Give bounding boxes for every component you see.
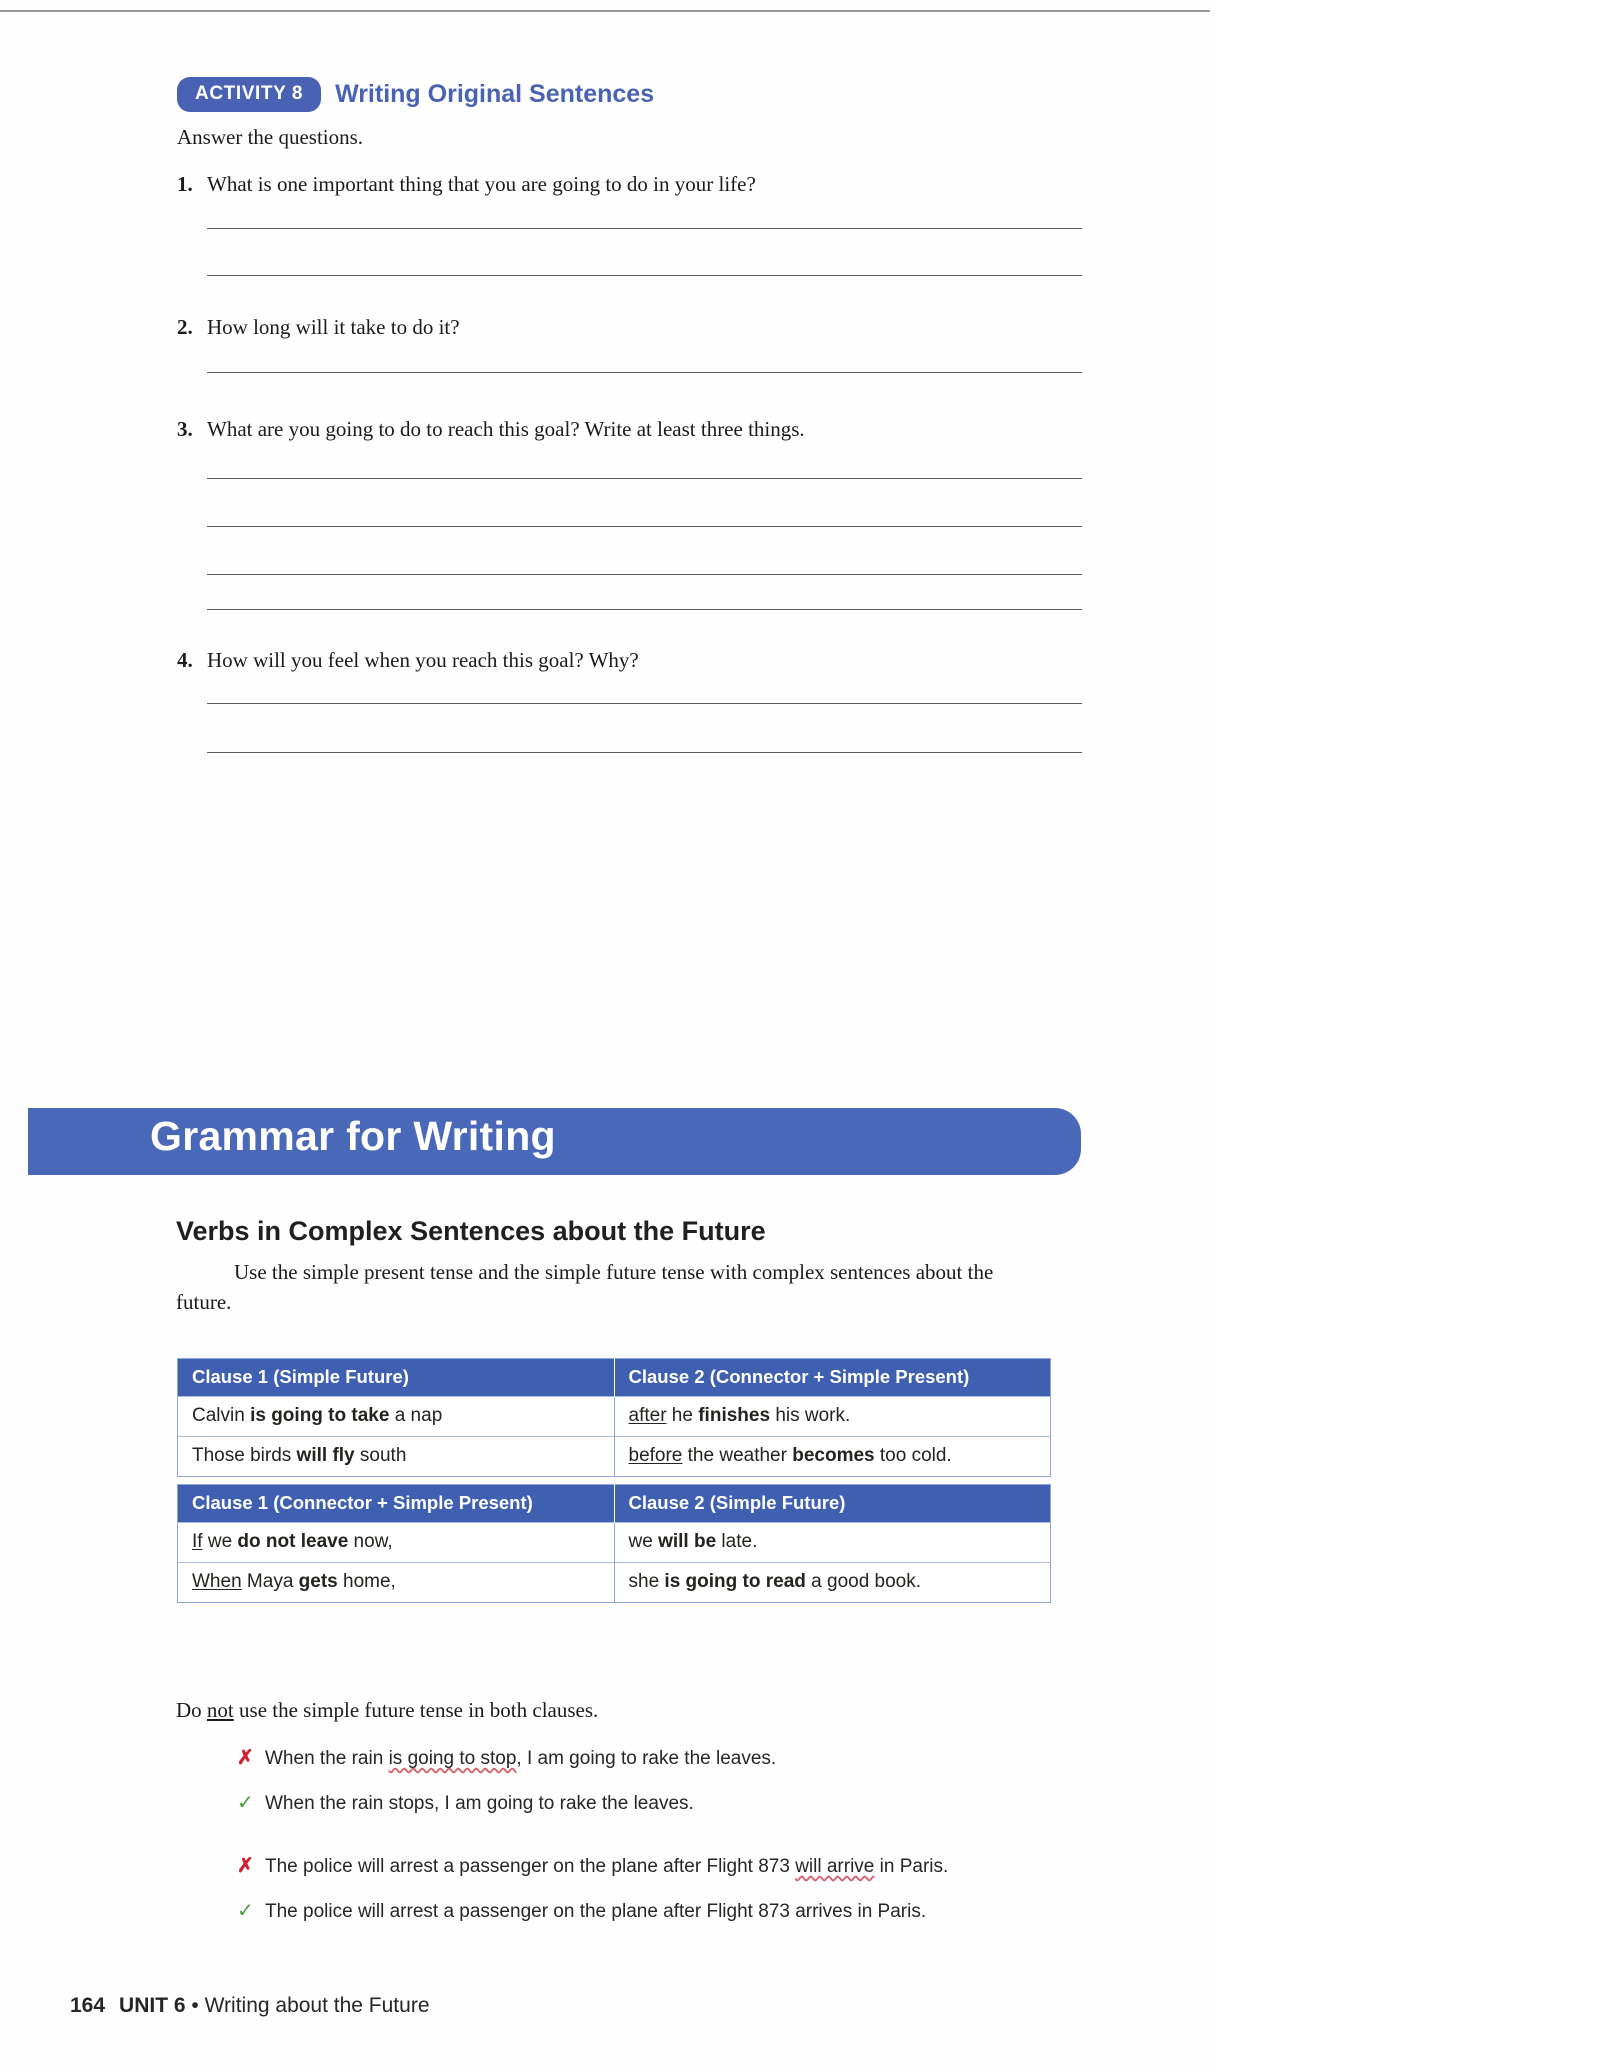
question-number: 4. xyxy=(177,648,193,672)
example-sentence-text xyxy=(265,1748,1087,1770)
footer-unit-title: Writing about the Future xyxy=(204,1994,430,2017)
text-run: his work. xyxy=(770,1405,851,1426)
top-rule xyxy=(0,10,1210,12)
question-item xyxy=(177,172,1087,197)
table-cell xyxy=(178,1563,615,1603)
example-sentence-text xyxy=(265,1856,1087,1878)
activity-badge: ACTIVITY 8 xyxy=(177,77,321,112)
example-sentence-row xyxy=(237,1790,1087,1815)
text-run: now, xyxy=(348,1531,393,1552)
emphasized-verb: is going to read xyxy=(664,1571,806,1592)
connector-word: When xyxy=(192,1571,242,1592)
emphasized-verb: becomes xyxy=(792,1445,875,1466)
page-footer xyxy=(70,1994,430,2018)
activity-instruction: Answer the questions. xyxy=(177,125,364,149)
table-cell xyxy=(614,1397,1051,1437)
text-run: south xyxy=(354,1445,407,1466)
answer-write-line[interactable] xyxy=(207,609,1082,610)
table-cell xyxy=(614,1563,1051,1603)
text-run: in Paris. xyxy=(874,1856,949,1877)
do-not-rule xyxy=(176,1698,598,1723)
example-sentence-text xyxy=(265,1901,1087,1923)
table-row xyxy=(178,1523,1051,1563)
question-text: What is one important thing that you are going to do in your life? xyxy=(207,172,756,196)
question-text: What are you going to do to reach this goal? Write at least three things. xyxy=(207,417,805,441)
table-row xyxy=(178,1397,1051,1437)
error-marked-phrase: will arrive xyxy=(795,1856,875,1877)
question-text: How long will it take to do it? xyxy=(207,315,460,339)
emphasized-verb: will fly xyxy=(296,1445,355,1466)
table-cell xyxy=(178,1397,615,1437)
question-item xyxy=(177,417,1087,442)
example-sentence-text xyxy=(265,1793,1087,1815)
text-run: The police will arrest a passenger on the plane after Flight 873 xyxy=(265,1856,796,1877)
text-run: she xyxy=(628,1571,665,1592)
question-number: 1. xyxy=(177,172,193,196)
question-item xyxy=(177,648,1087,673)
connector-word: before xyxy=(628,1445,683,1466)
connector-word: If xyxy=(192,1531,203,1552)
clause-table-2 xyxy=(177,1484,1051,1603)
text-run: When the rain stops, I am going to rake the leaves. xyxy=(265,1793,694,1814)
text-run: the weather xyxy=(682,1445,793,1466)
incorrect-x-icon: ✗ xyxy=(237,1855,254,1877)
clause-table-1 xyxy=(177,1358,1051,1477)
connector-word: after xyxy=(628,1405,667,1426)
text-run: Those birds xyxy=(192,1445,297,1466)
answer-write-line[interactable] xyxy=(207,526,1082,527)
example-sentence-row xyxy=(237,1853,1087,1878)
text-run: a nap xyxy=(389,1405,443,1426)
emphasized-verb: do not leave xyxy=(237,1531,349,1552)
incorrect-x-icon: ✗ xyxy=(237,1747,254,1769)
footer-page-number: 164 xyxy=(70,1994,106,2017)
error-marked-phrase: is going to stop xyxy=(388,1748,517,1769)
emphasized-verb: is going to take xyxy=(250,1405,390,1426)
table-column-header: Clause 2 (Simple Future) xyxy=(614,1485,1051,1523)
emphasized-verb: gets xyxy=(298,1571,338,1592)
text-run: he xyxy=(666,1405,699,1426)
example-sentence-row xyxy=(237,1898,1087,1923)
question-number: 3. xyxy=(177,417,193,441)
question-number: 2. xyxy=(177,315,193,339)
text-run: too cold. xyxy=(874,1445,952,1466)
example-sentences-list xyxy=(237,1745,1087,1923)
text-run: home, xyxy=(337,1571,396,1592)
emphasized-verb: will be xyxy=(658,1531,717,1552)
table-cell xyxy=(614,1523,1051,1563)
table-row xyxy=(178,1563,1051,1603)
text-run: a good book. xyxy=(805,1571,922,1592)
activity-header xyxy=(177,77,654,112)
table-header-row xyxy=(178,1359,1051,1397)
activity-title: Writing Original Sentences xyxy=(335,80,655,108)
emphasized-verb: finishes xyxy=(698,1405,771,1426)
text-run: we xyxy=(202,1531,238,1552)
text-run: we xyxy=(628,1531,659,1552)
table-cell xyxy=(178,1437,615,1477)
answer-write-line[interactable] xyxy=(207,228,1082,229)
text-run: Maya xyxy=(241,1571,299,1592)
correct-check-icon: ✓ xyxy=(237,1900,254,1922)
table-cell xyxy=(614,1437,1051,1477)
do-not-rule-pre: Do xyxy=(176,1698,207,1722)
grammar-banner-title: Grammar for Writing xyxy=(150,1113,556,1159)
text-run: late. xyxy=(716,1531,758,1552)
text-run: Calvin xyxy=(192,1405,251,1426)
table-column-header: Clause 2 (Connector + Simple Present) xyxy=(614,1359,1051,1397)
table-cell xyxy=(178,1523,615,1563)
answer-write-line[interactable] xyxy=(207,703,1082,704)
correct-check-icon: ✓ xyxy=(237,1792,254,1814)
answer-write-line[interactable] xyxy=(207,478,1082,479)
answer-write-line[interactable] xyxy=(207,275,1082,276)
do-not-rule-emphasis: not xyxy=(206,1698,234,1722)
table-column-header: Clause 1 (Connector + Simple Present) xyxy=(178,1485,615,1523)
footer-unit: UNIT 6 xyxy=(119,1994,186,2017)
grammar-subtitle: Verbs in Complex Sentences about the Future xyxy=(176,1216,766,1246)
example-sentence-row xyxy=(237,1745,1087,1770)
text-run: The police will arrest a passenger on the plane after Flight 873 arrives in Paris. xyxy=(265,1901,927,1922)
table-column-header: Clause 1 (Simple Future) xyxy=(178,1359,615,1397)
answer-write-line[interactable] xyxy=(207,752,1082,753)
grammar-intro-paragraph: Use the simple present tense and the simple future tense with complex sentences about the future. xyxy=(176,1260,994,1314)
footer-separator: • xyxy=(185,1994,205,2017)
answer-write-line[interactable] xyxy=(207,574,1082,575)
table-row xyxy=(178,1437,1051,1477)
text-run: , I am going to rake the leaves. xyxy=(516,1748,777,1769)
answer-write-line[interactable] xyxy=(207,372,1082,373)
question-text: How will you feel when you reach this goal? Why? xyxy=(207,648,639,672)
table-header-row xyxy=(178,1485,1051,1523)
text-run: When the rain xyxy=(265,1748,389,1769)
question-item xyxy=(177,315,1087,340)
do-not-rule-post: use the simple future tense in both clauses. xyxy=(233,1698,599,1722)
